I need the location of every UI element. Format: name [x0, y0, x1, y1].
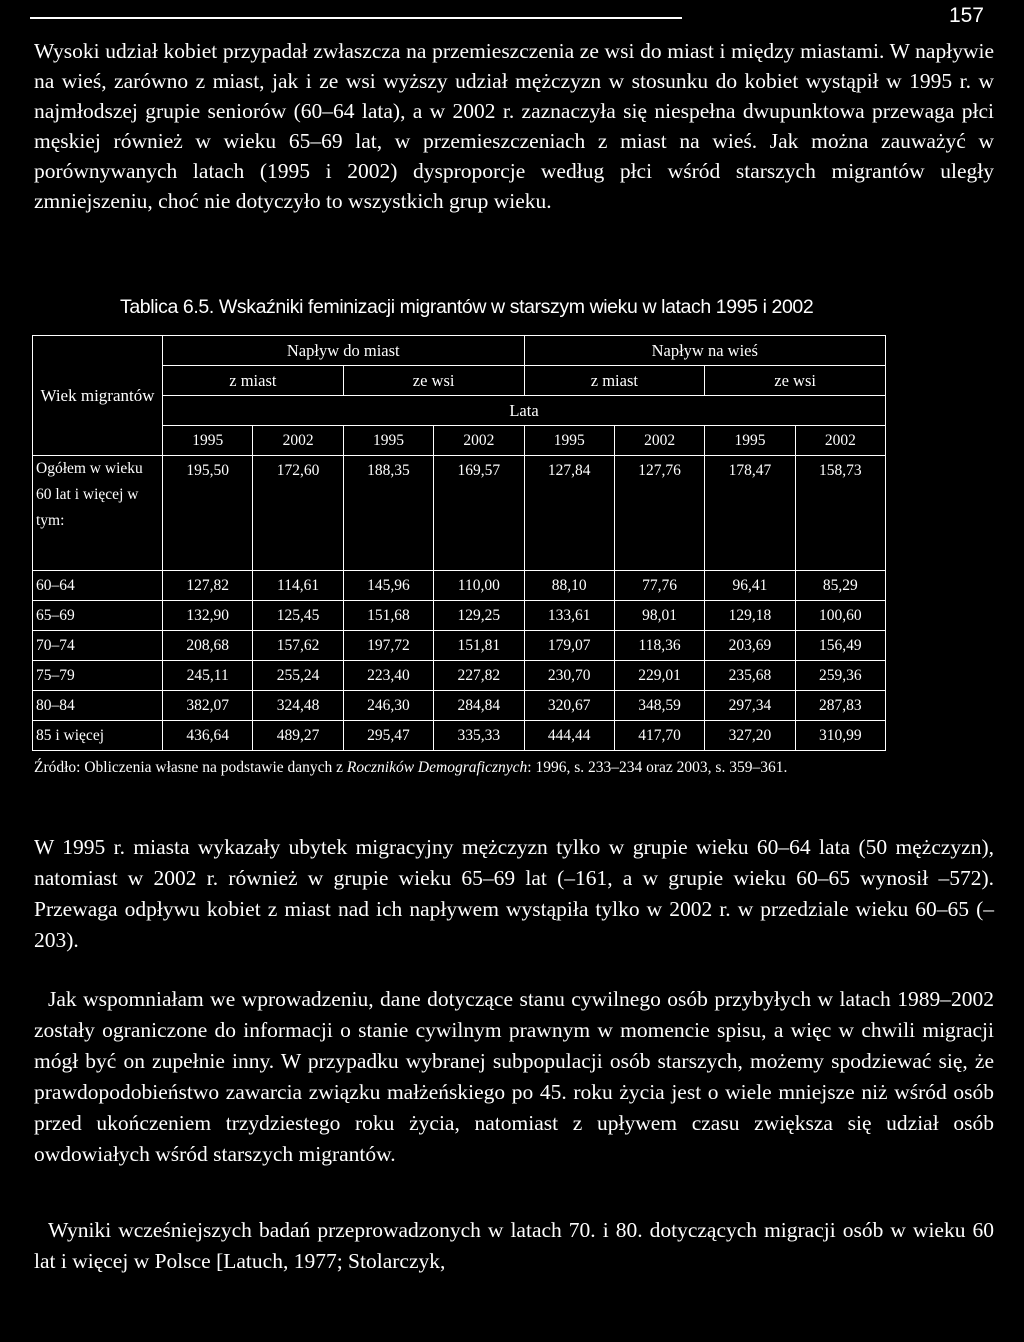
table-cell: 156,49	[795, 631, 885, 661]
table-cell: 129,25	[434, 601, 524, 631]
row-label: Ogółem w wieku 60 lat i więcej w tym:	[33, 456, 163, 571]
table-cell: 158,73	[795, 456, 885, 571]
header-from-cities-2: z miast	[524, 366, 705, 396]
paragraph-3: Jak wspomniałam we wprowadzeniu, dane dotyczące stanu cywilnego osób przybyłych w latach 1989–2002 zostały ograniczone do informacji o stanie cywilnym prawnym w momencie spisu, a więc w chwili migracji mógł być on zupełnie inny. W przypadku wybranej subpopulacji osób starszych, możemy spodziewać się, że prawdopodobieństwo zawarcia związku małżeńskiego po 45. roku życia jest o wiele mniejsze niż wśród osób przed ukończeniem trzydziestego roku życia, natomiast z upływem czasu zwiększa się udział osób owdowiałych wśród starszych migrantów.	[34, 987, 994, 1166]
header-from-villages-2: ze wsi	[705, 366, 886, 396]
table-cell: 335,33	[434, 721, 524, 751]
table-cell: 255,24	[253, 661, 343, 691]
table-cell: 151,68	[343, 601, 433, 631]
table-row	[33, 571, 886, 601]
table-cell: 96,41	[705, 571, 795, 601]
table-cell: 320,67	[524, 691, 614, 721]
table-cell: 348,59	[614, 691, 704, 721]
table-cell: 245,11	[163, 661, 253, 691]
table-cell: 100,60	[795, 601, 885, 631]
table-cell: 127,82	[163, 571, 253, 601]
table-cell: 88,10	[524, 571, 614, 601]
table-cell: 203,69	[705, 631, 795, 661]
header-from-cities-1: z miast	[163, 366, 344, 396]
table-cell: 197,72	[343, 631, 433, 661]
source-note	[34, 755, 894, 781]
row-label: 80–84	[33, 691, 163, 721]
table-cell: 127,84	[524, 456, 614, 571]
table-cell: 297,34	[705, 691, 795, 721]
table-row	[33, 661, 886, 691]
year-header: 2002	[434, 426, 524, 456]
table-cell: 179,07	[524, 631, 614, 661]
year-header: 2002	[614, 426, 704, 456]
feminization-table	[32, 335, 886, 751]
table-cell: 310,99	[795, 721, 885, 751]
table-cell: 77,76	[614, 571, 704, 601]
paragraph-4: Wyniki wcześniejszych badań przeprowadzonych w latach 70. i 80. dotyczących migracji osób w wieku 60 lat i więcej w Polsce [Latuch, 1977; Stolarczyk,	[34, 1218, 994, 1273]
source-prefix: Źródło: Obliczenia własne na podstawie danych z	[34, 759, 347, 776]
table-cell: 417,70	[614, 721, 704, 751]
source-suffix: : 1996, s. 233–234 oraz 2003, s. 359–361.	[527, 759, 788, 776]
table-cell: 287,83	[795, 691, 885, 721]
table-cell: 235,68	[705, 661, 795, 691]
table-cell: 259,36	[795, 661, 885, 691]
table-cell: 129,18	[705, 601, 795, 631]
table-cell: 114,61	[253, 571, 343, 601]
table-cell: 227,82	[434, 661, 524, 691]
table-cell: 229,01	[614, 661, 704, 691]
table-cell: 195,50	[163, 456, 253, 571]
page-number: 157	[948, 4, 984, 27]
year-header: 1995	[163, 426, 253, 456]
table-header-row-1	[33, 336, 886, 366]
table-cell: 132,90	[163, 601, 253, 631]
year-header: 1995	[524, 426, 614, 456]
table-cell: 230,70	[524, 661, 614, 691]
header-years: Lata	[163, 396, 886, 426]
table-cell: 118,36	[614, 631, 704, 661]
row-label: 65–69	[33, 601, 163, 631]
table-cell: 327,20	[705, 721, 795, 751]
table-cell: 444,44	[524, 721, 614, 751]
table-cell: 295,47	[343, 721, 433, 751]
table-cell: 133,61	[524, 601, 614, 631]
table-row	[33, 456, 886, 571]
table-cell: 324,48	[253, 691, 343, 721]
table-cell: 188,35	[343, 456, 433, 571]
table-cell: 208,68	[163, 631, 253, 661]
table-cell: 436,64	[163, 721, 253, 751]
table-cell: 98,01	[614, 601, 704, 631]
row-label: 75–79	[33, 661, 163, 691]
source-title: Roczników Demograficznych	[346, 759, 528, 776]
table-cell: 157,62	[253, 631, 343, 661]
header-to-cities: Napływ do miast	[163, 336, 525, 366]
header-rule	[30, 17, 682, 19]
table-cell: 110,00	[434, 571, 524, 601]
table-cell: 145,96	[343, 571, 433, 601]
table-cell: 223,40	[343, 661, 433, 691]
table-cell: 125,45	[253, 601, 343, 631]
year-header: 1995	[343, 426, 433, 456]
row-label: 85 i więcej	[33, 721, 163, 751]
table-row	[33, 631, 886, 661]
year-header: 2002	[795, 426, 885, 456]
corner-label: Wiek migrantów	[33, 336, 163, 456]
paragraph-2: W 1995 r. miasta wykazały ubytek migracyjny mężczyzn tylko w grupie wieku 60–64 lata (50 mężczyzn), natomiast w 2002 r. również w grupie wieku 65–69 lat (–161, a w grupie wieku 60–65 wynosił –572). Przewaga odpływu kobiet z miast nad ich napływem wystąpiła tylko w 2002 r. w przedziale wieku 60–65 (–203).	[34, 835, 994, 952]
header-from-villages-1: ze wsi	[343, 366, 524, 396]
table-cell: 85,29	[795, 571, 885, 601]
table-cell: 127,76	[614, 456, 704, 571]
table-cell: 489,27	[253, 721, 343, 751]
table-cell: 284,84	[434, 691, 524, 721]
table-cell: 169,57	[434, 456, 524, 571]
row-label: 70–74	[33, 631, 163, 661]
paragraph-1: Wysoki udział kobiet przypadał zwłaszcza na przemieszczenia ze wsi do miast i między miastami. W napływie na wieś, zarówno z miast, jak i ze wsi wyższy udział mężczyzn w stosunku do kobiet wystąpił w 1995 r. w najmłodszej grupie seniorów (60–64 lata), a w 2002 r. zaznaczyła się niespełna dwupunktowa przewaga płci męskiej również w wieku 65–69 lat, w przemieszczeniach z miast na wieś. Jak można zauważyć w porównywanych latach (1995 i 2002) dysproporcje według płci wśród starszych migrantów uległy zmniejszeniu, choć nie dotyczyło to wszystkich grup wieku.	[34, 39, 994, 213]
table-row	[33, 601, 886, 631]
table-cell: 151,81	[434, 631, 524, 661]
row-label: 60–64	[33, 571, 163, 601]
table-caption: Tablica 6.5. Wskaźniki feminizacji migrantów w starszym wieku w latach 1995 i 2002	[120, 296, 814, 318]
year-header: 1995	[705, 426, 795, 456]
table-cell: 382,07	[163, 691, 253, 721]
table-row	[33, 691, 886, 721]
table-row	[33, 721, 886, 751]
table-cell: 172,60	[253, 456, 343, 571]
table-cell: 178,47	[705, 456, 795, 571]
year-header: 2002	[253, 426, 343, 456]
table-cell: 246,30	[343, 691, 433, 721]
header-to-villages: Napływ na wieś	[524, 336, 886, 366]
